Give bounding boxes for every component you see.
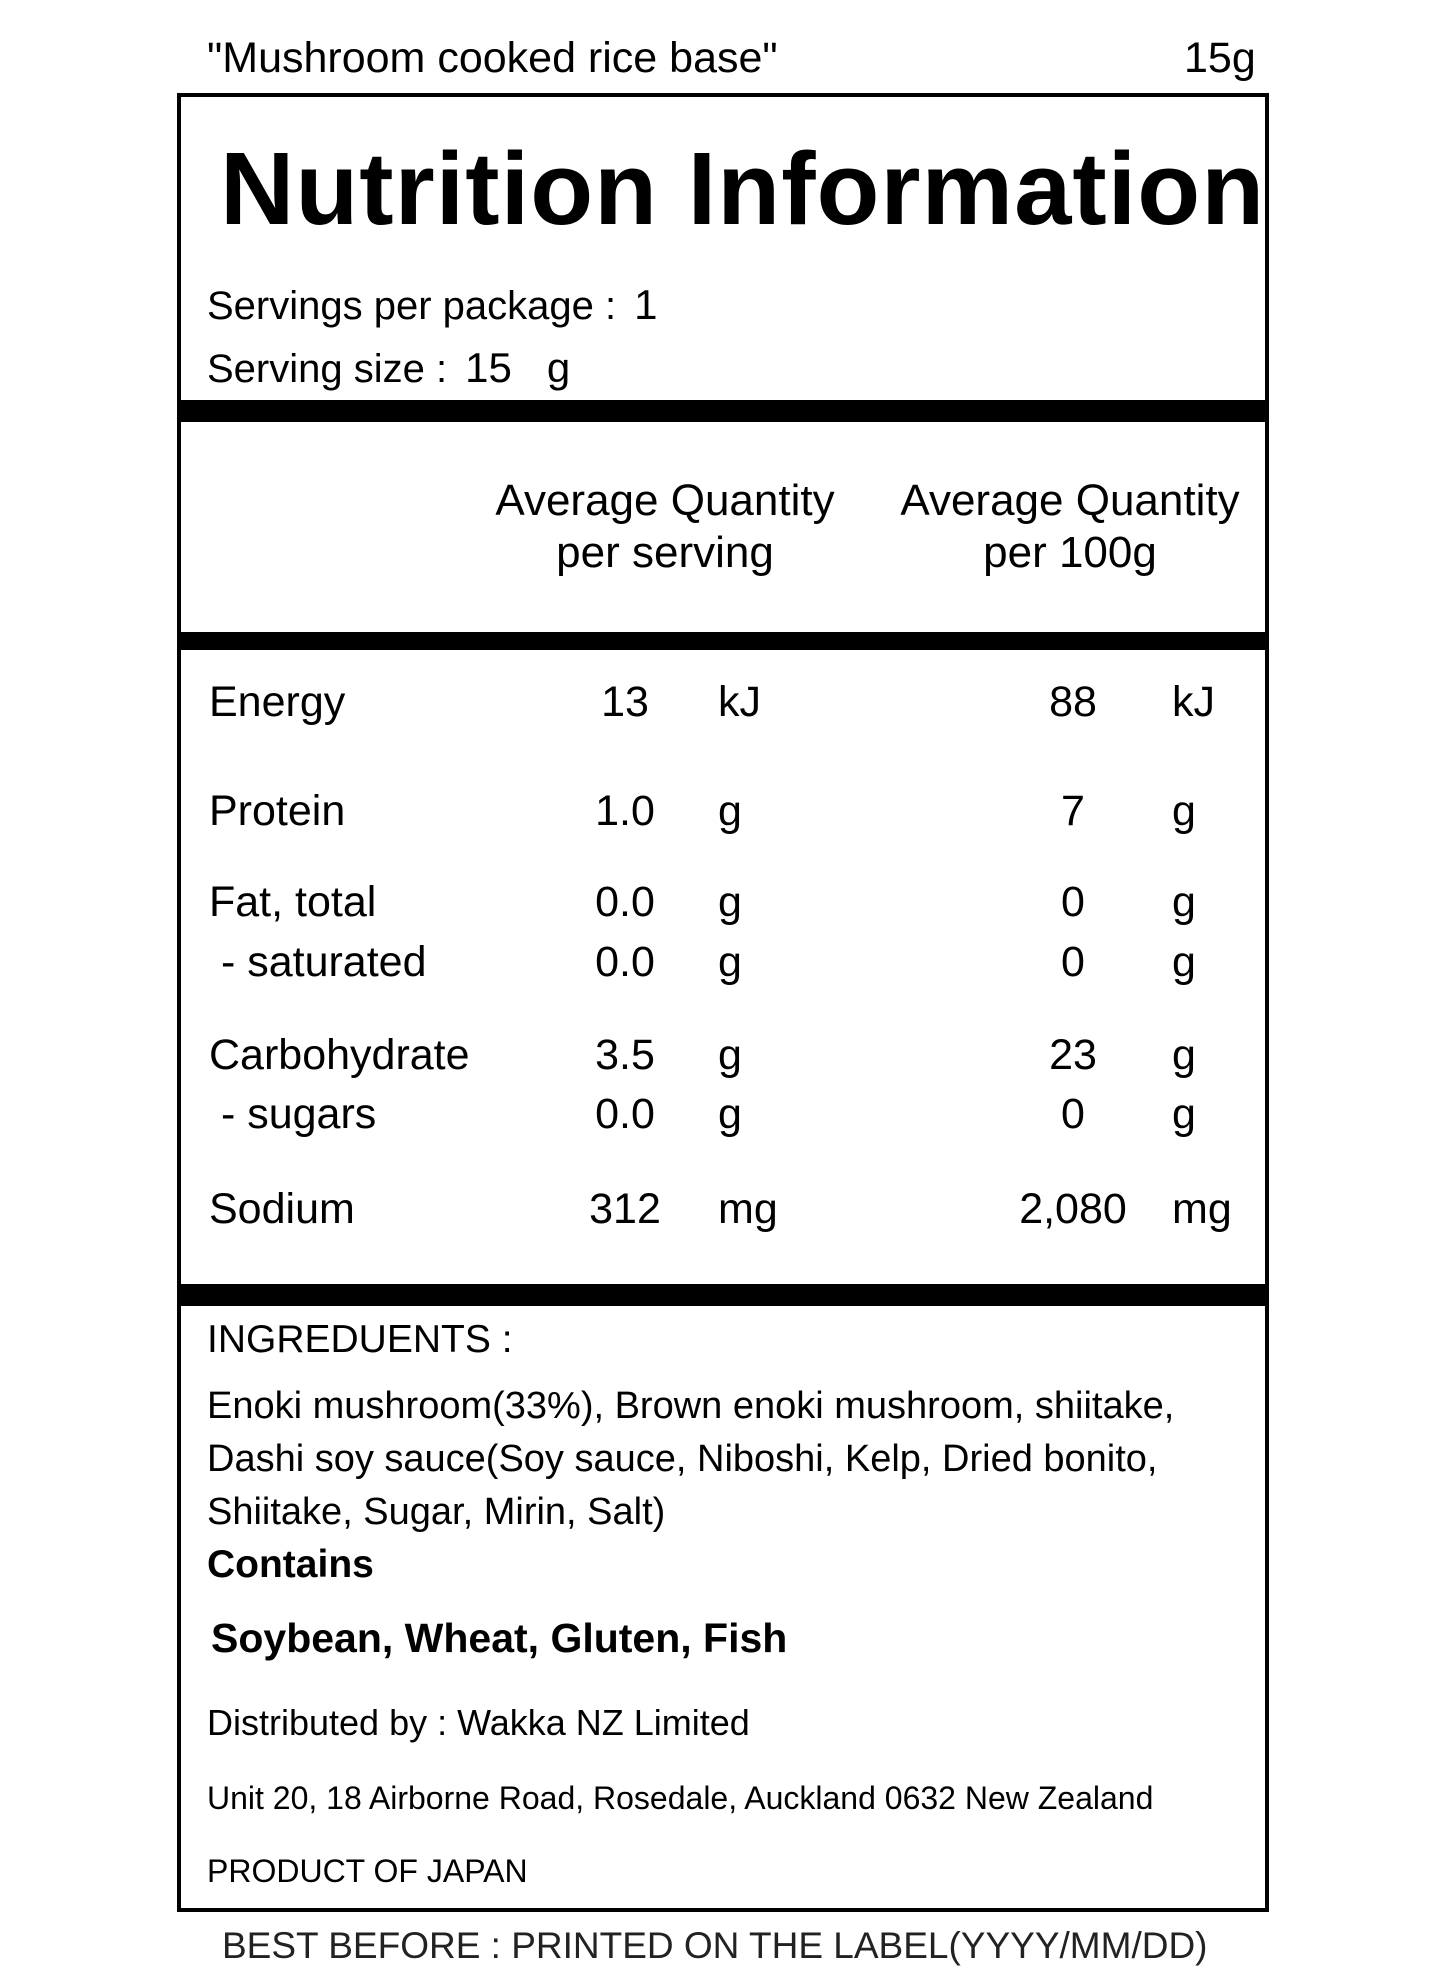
nutrient-per-100g: 0 (1061, 1090, 1085, 1138)
allergen-list: Soybean, Wheat, Gluten, Fish (211, 1615, 788, 1661)
net-weight: 15g (1184, 34, 1256, 82)
servings-label: Servings per package : (207, 284, 617, 328)
nutrient-unit: g (718, 787, 742, 835)
nutrient-per-100g: 23 (1049, 1031, 1097, 1079)
nutrient-unit: g (1172, 787, 1196, 835)
serving-size-value: 15 g (465, 344, 571, 391)
nutrient-per-serving: 1.0 (595, 787, 655, 835)
distributor-address: Unit 20, 18 Airborne Road, Rosedale, Auckland 0632 New Zealand (207, 1780, 1154, 1816)
nutrient-unit: g (718, 938, 742, 986)
nutrient-per-100g: 7 (1061, 787, 1085, 835)
nutrient-unit: g (1172, 878, 1196, 926)
nutrient-per-100g: 0 (1061, 938, 1085, 986)
divider-rule (177, 400, 1269, 422)
divider-rule (177, 632, 1269, 650)
country-of-origin: PRODUCT OF JAPAN (207, 1853, 528, 1889)
nutrient-name: Carbohydrate (209, 1031, 470, 1079)
nutrient-name: - sugars (209, 1090, 377, 1138)
nutrient-unit: g (1172, 1090, 1196, 1138)
nutrient-unit: g (718, 1031, 742, 1079)
nutrient-per-100g: 88 (1049, 678, 1097, 726)
column-head-line: Average Quantity (495, 476, 835, 525)
column-head-per-serving (465, 475, 865, 579)
column-head-per-100g (870, 475, 1270, 579)
nutrient-per-serving: 312 (589, 1185, 661, 1233)
nutrient-unit: kJ (1172, 678, 1215, 726)
contains-heading: Contains (207, 1543, 374, 1586)
panel-title: Nutrition Information (220, 131, 1266, 246)
nutrient-per-serving: 0.0 (595, 878, 655, 926)
nutrient-name: Protein (209, 787, 346, 835)
distributor: Distributed by : Wakka NZ Limited (207, 1702, 750, 1743)
ingredients-heading: INGREDUENTS : (207, 1318, 513, 1361)
nutrient-unit: mg (718, 1185, 778, 1233)
nutrient-name: - saturated (209, 938, 427, 986)
nutrient-unit: g (718, 1090, 742, 1138)
column-head-line: Average Quantity (900, 476, 1240, 525)
product-name: "Mushroom cooked rice base" (207, 34, 778, 82)
servings-value: 1 (634, 281, 658, 328)
column-head-line: per serving (556, 528, 774, 577)
nutrient-per-serving: 0.0 (595, 1090, 655, 1138)
nutrient-unit: g (718, 878, 742, 926)
ingredients-list: Enoki mushroom(33%), Brown enoki mushroom, shiitake, Dashi soy sauce(Soy sauce, Niboshi, Kelp, Dried bonito, Shiitake, Sugar, Mirin, Salt) (207, 1385, 1175, 1533)
serving-size-label: Serving size : (207, 347, 448, 391)
nutrient-unit: kJ (718, 678, 761, 726)
serving-size (207, 344, 570, 392)
column-head-line: per 100g (983, 528, 1157, 577)
nutrient-per-serving: 0.0 (595, 938, 655, 986)
nutrient-name: Energy (209, 678, 346, 726)
nutrient-per-100g: 0 (1061, 878, 1085, 926)
nutrient-per-100g: 2,080 (1019, 1185, 1127, 1233)
nutrient-unit: g (1172, 938, 1196, 986)
nutrient-name: Fat, total (209, 878, 377, 926)
nutrient-unit: g (1172, 1031, 1196, 1079)
nutrient-per-serving: 3.5 (595, 1031, 655, 1079)
servings-per-package (207, 281, 657, 329)
nutrient-per-serving: 13 (601, 678, 649, 726)
nutrient-name: Sodium (209, 1185, 355, 1233)
nutrient-unit: mg (1172, 1185, 1232, 1233)
best-before-note: BEST BEFORE : PRINTED ON THE LABEL(YYYY/MM/DD) (222, 1925, 1208, 1966)
divider-rule (177, 1284, 1269, 1306)
